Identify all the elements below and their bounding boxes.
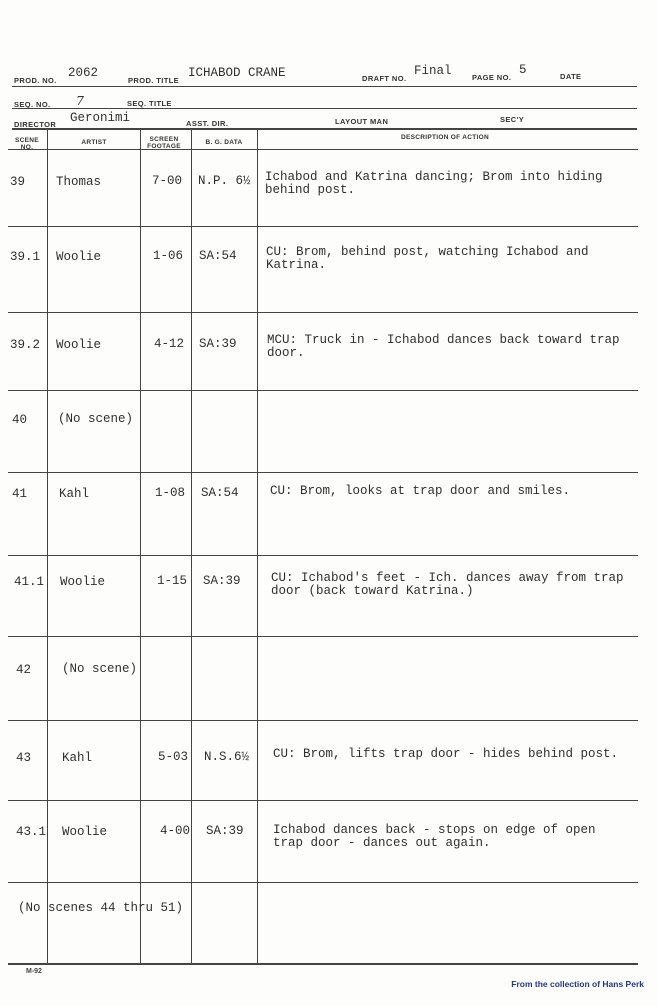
screen-footage: 5-03 [158, 750, 189, 764]
bg-data: N.S.6½ [204, 750, 250, 764]
scene-number: 41 [12, 487, 28, 501]
header-rule-1 [12, 86, 637, 87]
screen-footage: 1-06 [153, 249, 184, 263]
seq-no-label: SEQ. NO. [14, 100, 51, 109]
bg-data: SA:54 [199, 249, 237, 263]
divider-bg [257, 130, 258, 965]
screen-footage: 7-00 [152, 174, 183, 188]
row-rule [8, 555, 638, 556]
artist-name: (No scene) [58, 412, 134, 426]
scene-number: 41.1 [14, 575, 45, 589]
header-rule-2 [12, 108, 637, 109]
action-description: CU: Ichabod's feet - Ich. dances away from trap door (back toward Katrina.) [271, 571, 624, 598]
form-code: M-92 [26, 968, 42, 975]
row-rule [8, 800, 638, 801]
page-no-value: 5 [519, 63, 527, 77]
action-description: CU: Brom, behind post, watching Ichabod and Katrina. [266, 245, 589, 272]
col-screen-footage: SCREEN FOOTAGE [147, 136, 181, 150]
col-scene-no: SCENE NO. [15, 137, 39, 151]
scene-number: 43 [16, 751, 32, 765]
row-rule [8, 882, 638, 883]
row-rule [8, 472, 638, 473]
prod-title-value: ICHABOD CRANE [188, 66, 286, 80]
prod-title-label: PROD. TITLE [128, 76, 180, 85]
screen-footage: 4-00 [160, 824, 191, 838]
row-rule [8, 312, 638, 313]
secy-label: SEC'Y [500, 115, 525, 124]
seq-no-value: 7 [76, 93, 84, 108]
scene-number: 43.1 [16, 825, 47, 839]
action-description: CU: Brom, lifts trap door - hides behind post. [273, 747, 619, 761]
date-label: DATE [560, 72, 582, 81]
scene-number: 39 [10, 175, 26, 189]
screen-footage: 1-08 [155, 486, 186, 500]
divider-artist [140, 130, 141, 965]
screen-footage: 1-15 [157, 574, 188, 588]
row-rule [8, 226, 638, 227]
col-description: DESCRIPTION OF ACTION [400, 134, 490, 141]
row-rule [8, 390, 638, 391]
action-description: MCU: Truck in - Ichabod dances back toward trap door. [267, 333, 620, 360]
bg-data: SA:39 [206, 824, 244, 838]
action-description: CU: Brom, looks at trap door and smiles. [270, 484, 571, 498]
prod-no-label: PROD. NO. [14, 76, 57, 85]
artist-name: Thomas [56, 175, 102, 189]
bg-data: N.P. 6½ [198, 174, 251, 188]
director-label: DIRECTOR [14, 120, 57, 129]
scene-number: 40 [12, 413, 28, 427]
divider-scene [47, 130, 48, 965]
no-scenes-note: (No scenes 44 thru 51) [18, 901, 184, 915]
prod-no-value: 2062 [68, 66, 99, 80]
bg-data: SA:54 [201, 486, 239, 500]
divider-footage [191, 130, 192, 965]
artist-name: Kahl [62, 751, 93, 765]
artist-name: Woolie [60, 575, 106, 589]
bg-data: SA:39 [203, 574, 241, 588]
artist-name: Woolie [56, 338, 102, 352]
scene-number: 42 [16, 663, 32, 677]
asst-dir-label: ASST. DIR. [186, 119, 229, 128]
col-bg-data: B. G. DATA [205, 139, 243, 146]
action-description: Ichabod and Katrina dancing; Brom into hiding behind post. [265, 170, 603, 197]
col-artist: ARTIST [81, 139, 107, 146]
scene-number: 39.2 [10, 338, 41, 352]
artist-name: Kahl [59, 487, 90, 501]
action-description: Ichabod dances back - stops on edge of open trap door - dances out again. [273, 823, 596, 850]
page-no-label: PAGE NO. [472, 73, 512, 82]
screen-footage: 4-12 [154, 337, 185, 351]
seq-title-label: SEQ. TITLE [127, 99, 172, 108]
scene-number: 39.1 [10, 250, 41, 264]
draft-no-value: Final [414, 64, 452, 78]
row-rule [8, 636, 638, 637]
column-header-rule [8, 149, 638, 150]
table-bottom-rule [8, 963, 638, 965]
artist-name: Woolie [56, 250, 102, 264]
bg-data: SA:39 [199, 337, 237, 351]
row-rule [8, 720, 638, 721]
artist-name: Woolie [62, 825, 108, 839]
director-value: Geronimi [70, 111, 131, 125]
collection-credit: From the collection of Hans Perk [511, 979, 644, 989]
artist-name: (No scene) [62, 662, 138, 676]
layout-man-label: LAYOUT MAN [335, 117, 389, 126]
draft-no-label: DRAFT NO. [362, 74, 407, 83]
header-rule-3 [12, 128, 637, 130]
